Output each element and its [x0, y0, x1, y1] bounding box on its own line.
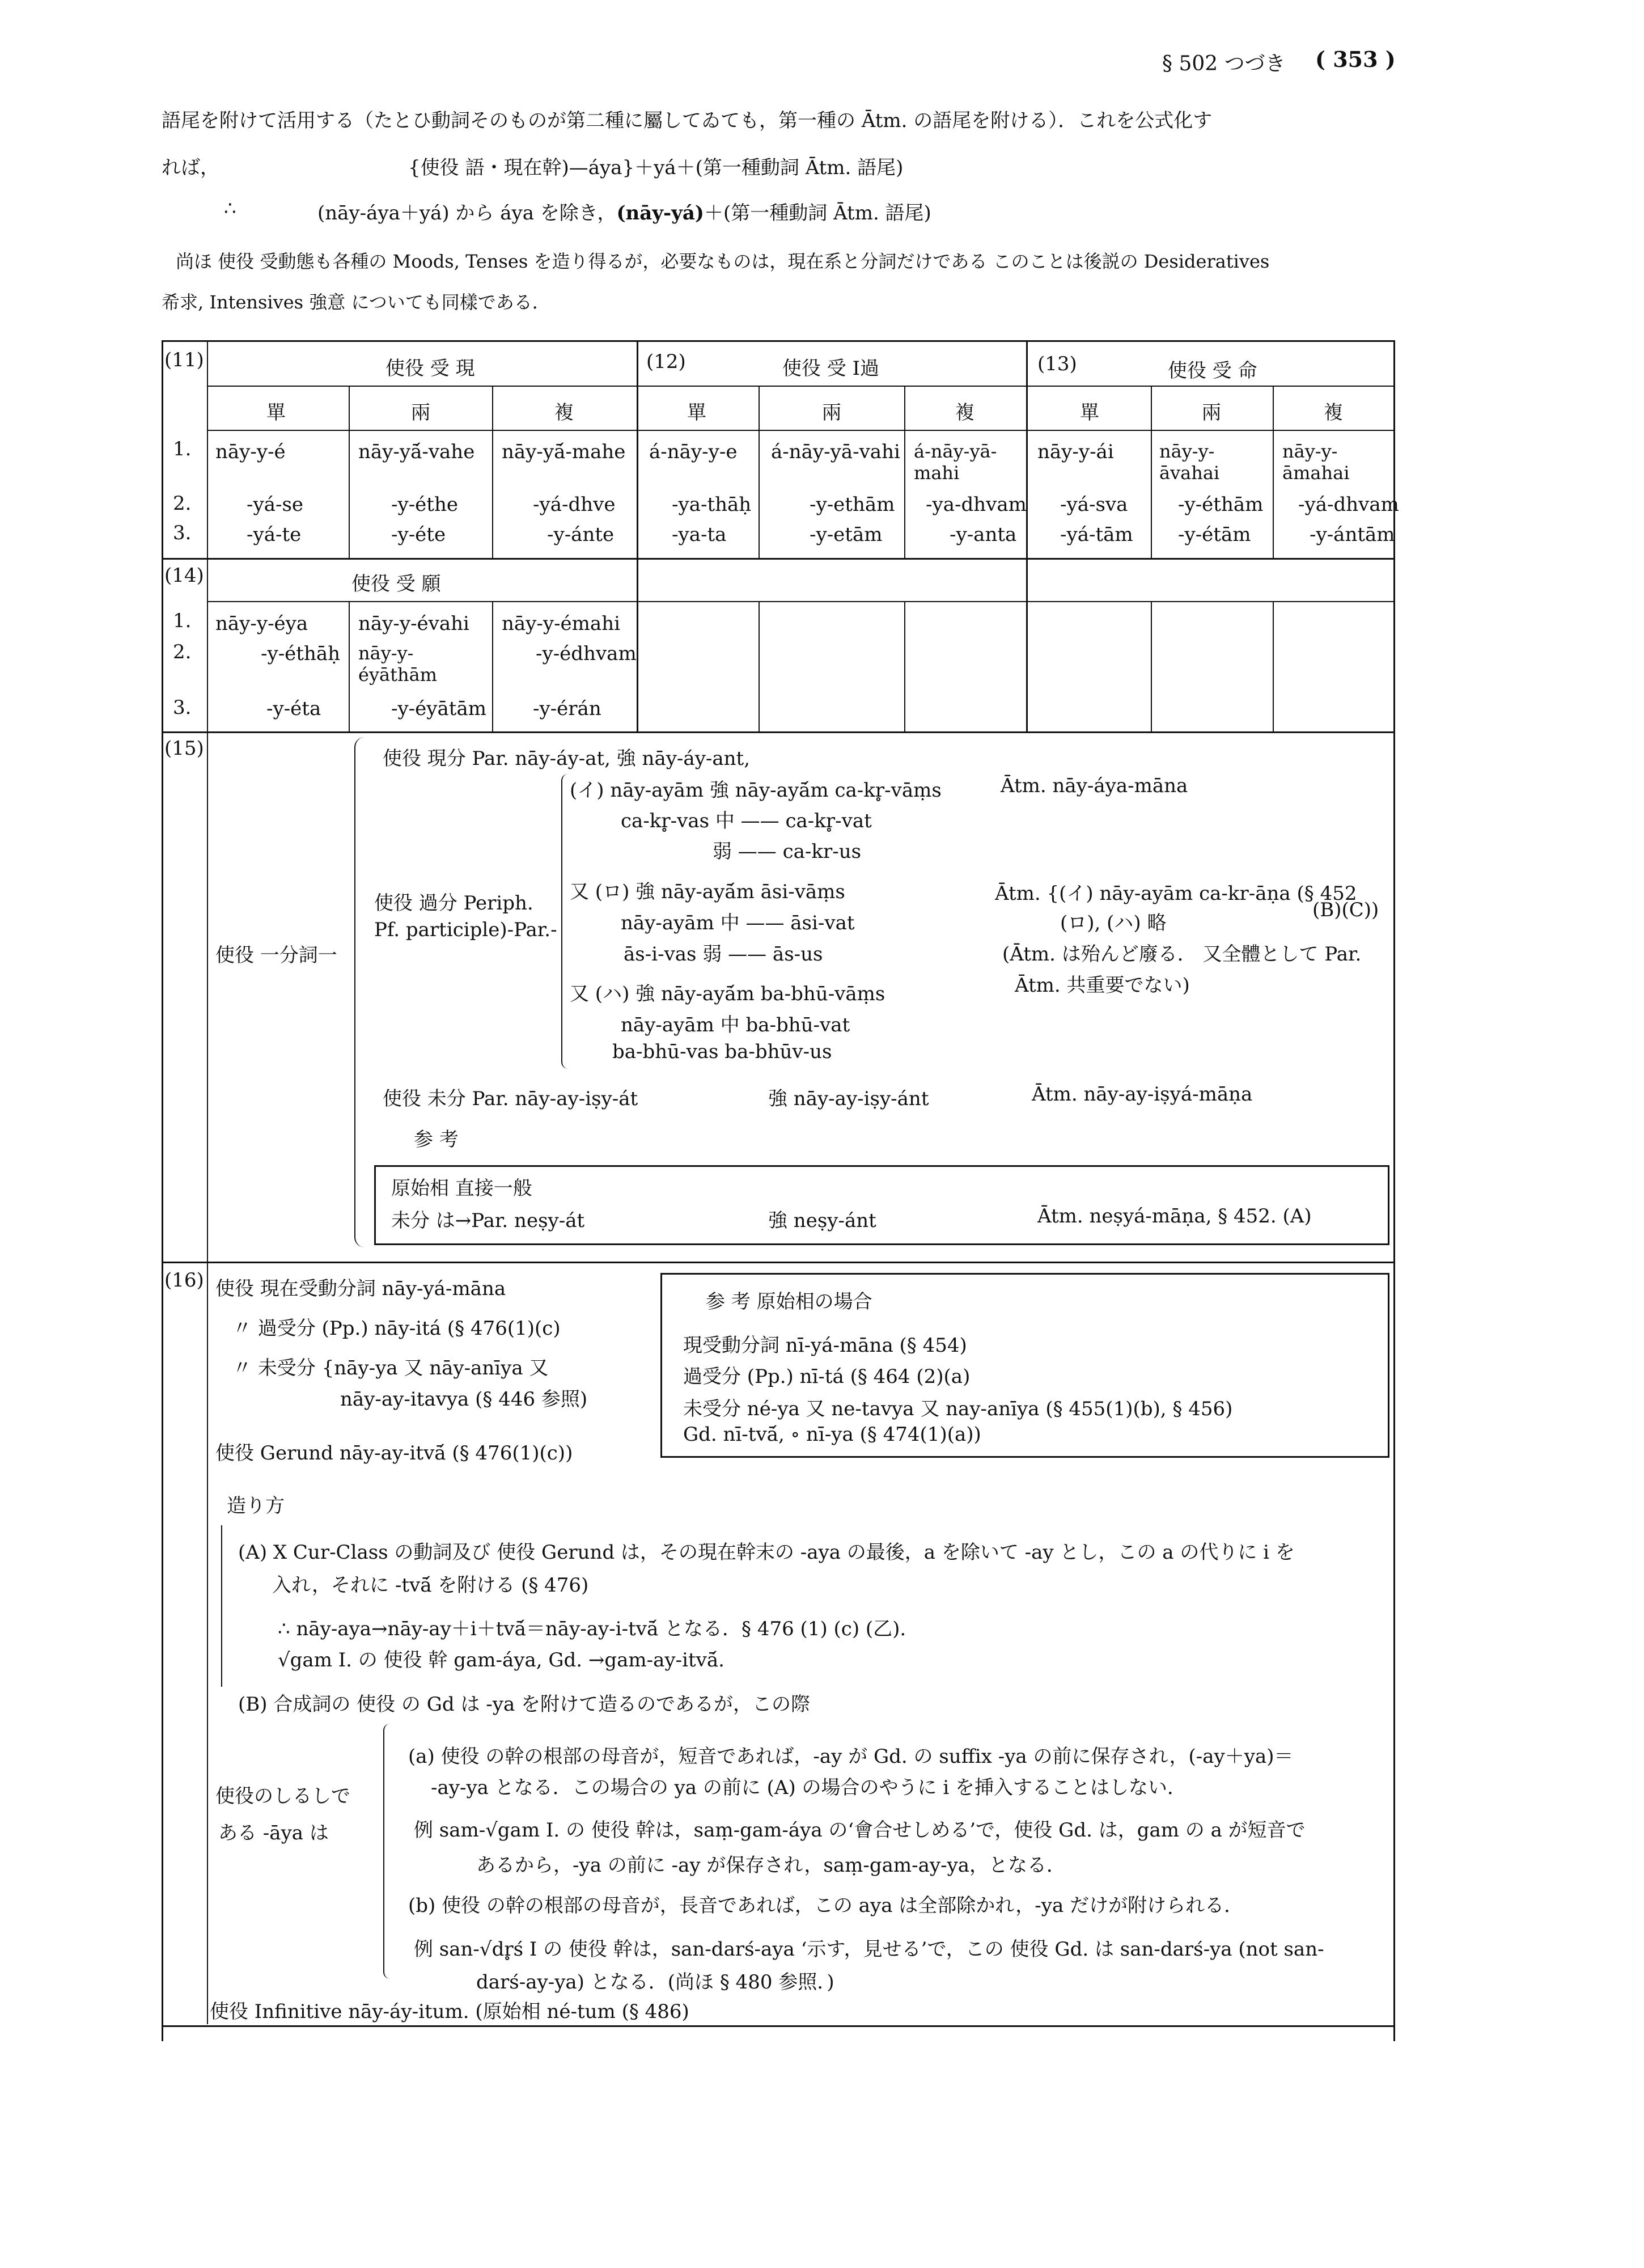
table-rule: [207, 601, 1393, 602]
col-divider: [1151, 386, 1152, 558]
box-line: 過受分 (Pp.) nī-tá (§ 464 (2)(a): [683, 1365, 971, 1388]
col-divider: [492, 601, 493, 731]
form-cell: -yá-sva: [1060, 493, 1128, 516]
rule-a: 入れ，それに -tvā́ を附ける (§ 476): [272, 1574, 589, 1597]
col-divider: [904, 601, 905, 731]
rule-b-b: (b) 使役 の幹の根部の母音が，長音であれば，この aya は全部除かれ，-ya だけが附けられる．: [408, 1894, 1244, 1917]
section-title: 使役 受 願: [351, 573, 441, 595]
col-divider: [349, 601, 350, 731]
example-line: darś-ay-ya) となる．(尚ほ § 480 参照．): [476, 1971, 834, 1994]
row-number: 1.: [173, 438, 192, 460]
table-rule: [162, 558, 1395, 560]
section-number: (15): [164, 737, 204, 760]
section-header: § 502 つづき: [1162, 52, 1286, 75]
form-cell: -y-éyātām: [391, 697, 486, 720]
form-cell: -ya-ta: [672, 523, 727, 546]
form-cell: -y-éthāḥ: [261, 642, 341, 665]
infinitive-line: 使役 Infinitive nāy-áy-itum. (原始相 né-tum (§ 486): [210, 2000, 689, 2023]
row-number: 2.: [173, 492, 192, 515]
passive-participle: 〃 過受分 (Pp.) nāy-itá (§ 476(1)(c): [232, 1317, 561, 1340]
col-head: 兩: [822, 401, 841, 424]
table-rule: [207, 386, 1393, 387]
table-rule: [162, 1262, 1395, 1263]
form-cell: nāy-yā́-vahe: [358, 441, 475, 463]
gerund-line: 使役 Gerund nāy-ay-itvā́ (§ 476(1)(c)): [215, 1442, 573, 1465]
col-divider: [1151, 601, 1152, 731]
perfect-form: nāy-ayām 中 —— āsi-vat: [621, 912, 855, 934]
form-cell: -y-éte: [391, 523, 446, 546]
box-line: Gd. nī-tvā́, ∘ nī-ya (§ 474(1)(a)): [683, 1423, 981, 1446]
form-cell: -y-anta: [950, 523, 1017, 546]
participle-label: 使役 一分詞一: [215, 944, 337, 967]
col-head: 複: [1324, 401, 1343, 424]
intro-line: [317, 197, 931, 225]
reference-line: 原始相 直接一般: [391, 1177, 532, 1200]
col-divider: [637, 340, 638, 731]
atm-form: (ロ), (ハ) 略: [1060, 912, 1167, 934]
form-cell: -y-édhvam: [536, 642, 637, 665]
table-right-border: [1393, 340, 1395, 2041]
form-cell: nāy-y-é: [215, 441, 286, 463]
reference-label: 参 考: [414, 1128, 459, 1151]
form-cell: -y-éthe: [391, 493, 458, 516]
form-cell: -yá-dhve: [533, 493, 616, 516]
reference-line: 未分 は→Par. neṣy-át: [391, 1209, 585, 1232]
intro-line: 希求, Intensives 強意 についても同樣である．: [162, 291, 550, 313]
atm-note: Ātm. 共重要でない): [1015, 974, 1190, 997]
atm-form: Ātm. nāy-áya-māna: [1001, 775, 1188, 797]
formula: {使役 語・現在幹)—áya}＋yá＋(第一種動詞 Ātm. 語尾): [408, 156, 904, 179]
section-number: (13): [1037, 353, 1077, 375]
periphrastic-label: Pf. participle)-Par.-: [374, 919, 557, 941]
col-divider: [1026, 340, 1028, 731]
formula-bold: (nāy-yá): [616, 202, 705, 225]
rule-b-brace: [383, 1724, 392, 1979]
num-column-divider: [207, 340, 208, 2024]
col-divider: [1273, 386, 1274, 558]
form-cell: nāy-y-āvahai: [1159, 441, 1220, 484]
rule-b-side: 使役のしるしで: [215, 1785, 350, 1808]
row-number: 1.: [173, 610, 192, 632]
form-cell: -y-etām: [810, 523, 883, 546]
future-participle: Ātm. nāy-ay-iṣyá-māṇa: [1032, 1083, 1253, 1106]
section-title: 使役 受 I過: [782, 357, 880, 380]
intro-line: 尚ほ 使役 受動態も各種の Moods, Tenses を造り得るが，必要なものは，現在系と分詞だけである このことは後説の Desideratives: [176, 251, 1270, 272]
perfect-form: ba-bhū-vas ba-bhūv-us: [612, 1040, 832, 1063]
col-head: 兩: [411, 401, 430, 424]
perfect-form: 又 (ロ) 強 nāy-ayā́m āsi-vāṃs: [570, 881, 845, 903]
col-head: 兩: [1202, 401, 1221, 424]
atm-note: (Ātm. は殆んど廢る． 又全體として Par.: [1002, 943, 1362, 966]
perfect-form: 弱 —— ca-kr-us: [713, 840, 862, 863]
table-top-border: [162, 340, 1395, 342]
col-head: 單: [1080, 401, 1099, 424]
rule-a-example: ∴ nāy-aya→nāy-ay＋i＋tvā́＝nāy-ay-i-tvā́ となる．§ 476 (1) (c) (乙).: [278, 1618, 906, 1640]
participle-brace: [354, 737, 367, 1247]
form-cell: nāy-y-éyāthām: [358, 642, 437, 686]
form-cell: -y-ánte: [547, 523, 615, 546]
section-number: (11): [164, 349, 204, 371]
formation-heading: 造り方: [227, 1495, 285, 1517]
col-head: 單: [266, 401, 286, 424]
form-cell: nāy-y-évahi: [358, 612, 469, 635]
form-cell: -yá-se: [247, 493, 304, 516]
form-cell: -y-éta: [266, 697, 321, 720]
form-cell: -ya-dhvam: [926, 493, 1027, 516]
reference-line: Ātm. neṣyá-māṇa, § 452. (A): [1037, 1205, 1312, 1228]
form-cell: nāy-yā́-mahe: [502, 441, 626, 463]
form-cell: -yá-te: [247, 523, 302, 546]
passive-participle: 使役 現在受動分詞 nāy-yá-māna: [215, 1277, 506, 1300]
perfect-brace: [561, 774, 570, 1069]
future-participle: 使役 未分 Par. nāy-ay-iṣy-át: [383, 1088, 638, 1110]
periphrastic-label: 使役 過分 Periph.: [374, 892, 533, 915]
rule-b-a: -ay-ya となる．この場合の ya の前に (A) の場合のやうに i を挿入することはしない．: [431, 1776, 1187, 1799]
formula-part: (nāy-áya＋yá) から áya を除き，: [317, 202, 617, 225]
col-divider: [904, 386, 905, 558]
form-cell: á-nāy-yā-vahi: [771, 441, 900, 463]
form-cell: -yá-tām: [1060, 523, 1133, 546]
box-title: 参 考 原始相の場合: [706, 1290, 872, 1313]
section-number: (16): [164, 1269, 204, 1292]
row-number: 3.: [173, 696, 192, 719]
form-cell: -y-ethām: [810, 493, 895, 516]
col-divider: [492, 386, 493, 558]
rule-a-example: √gam I. の 使役 幹 gam-áya, Gd. →gam-ay-itvā́.: [278, 1649, 724, 1672]
example-line: あるから，-ya の前に -ay が保存され，saṃ-gam-ay-ya，となる．: [476, 1854, 1066, 1877]
passive-participle: 〃 未受分 {nāy-ya 又 nāy-anīya 又: [232, 1357, 549, 1380]
therefore-symbol: ∴: [224, 197, 236, 220]
rule-b-a: (a) 使役 の幹の根部の母音が，短音であれば，-ay が Gd. の suffix -ya の前に保存され，(-ay＋ya)＝: [408, 1745, 1294, 1768]
perfect-form: nāy-ayām 中 ba-bhū-vat: [621, 1014, 850, 1036]
passive-participle: nāy-ay-itavya (§ 446 参照): [340, 1388, 588, 1411]
formula-part: ＋(第一種動詞 Ātm. 語尾): [704, 202, 931, 225]
form-cell: -y-ántām: [1310, 523, 1395, 546]
col-divider: [1273, 601, 1274, 731]
perfect-form: ca-kr̥-vas 中 —— ca-kr̥-vat: [621, 810, 872, 832]
example-line: 例 san-√dr̥ś I の 使役 幹は，san-darś-aya ‘示す，見せる’で，この 使役 Gd. は san-darś-ya (not san-: [414, 1938, 1324, 1961]
form-cell: nāy-y-āmahai: [1282, 441, 1350, 484]
table-bottom-border: [162, 2025, 1395, 2027]
present-participle: 使役 現分 Par. nāy-áy-at, 強 nāy-áy-ant,: [383, 747, 751, 770]
table-rule: [162, 731, 1395, 733]
form-cell: -y-étām: [1178, 523, 1251, 546]
col-head: 複: [554, 401, 574, 424]
intro-line: れば，: [162, 156, 219, 179]
box-line: 未受分 né-ya 又 ne-tavya 又 nay-anīya (§ 455(1)(b), § 456): [683, 1398, 1233, 1420]
perfect-form: ās-i-vas 弱 —— ās-us: [624, 943, 823, 966]
rule-b-side: ある -āya は: [218, 1822, 329, 1844]
table-left-border: [162, 340, 163, 2041]
form-cell: nāy-y-éya: [215, 612, 308, 635]
perfect-form: 又 (ハ) 強 nāy-ayā́m ba-bhū-vāṃs: [570, 983, 885, 1005]
table-rule: [207, 430, 1393, 431]
col-head: 單: [687, 401, 706, 424]
atm-form: Ātm. {(イ) nāy-ayām ca-kr-āṇa (§ 452: [995, 882, 1357, 905]
rule-a: (A) X Cur-Class の動詞及び 使役 Gerund は，その現在幹末の -aya の最後，a を除いて -ay とし，この a の代りに i を: [238, 1541, 1295, 1564]
col-divider: [759, 386, 760, 558]
perfect-form: (イ) nāy-ayām 強 nāy-ayā́m ca-kr̥-vāṃs: [570, 779, 942, 802]
page-number: ( 353 ): [1315, 46, 1396, 72]
future-participle: 強 nāy-ay-iṣy-ánt: [768, 1088, 929, 1110]
form-cell: -yá-dhvam: [1298, 493, 1399, 516]
rule-b: (B) 合成詞の 使役 の Gd は -ya を附けて造るのであるが，この際: [238, 1693, 811, 1716]
col-divider: [349, 386, 350, 558]
section-title: 使役 受 現: [385, 357, 475, 380]
form-cell: -y-éthām: [1178, 493, 1264, 516]
reference-line: 強 neṣy-ánt: [768, 1209, 876, 1232]
box-line: 現受動分詞 nī-yá-māna (§ 454): [683, 1334, 967, 1357]
col-head: 複: [955, 401, 974, 424]
row-number: 3.: [173, 522, 192, 544]
form-cell: nāy-y-ái: [1037, 441, 1114, 463]
formation-bracket: [221, 1525, 228, 1687]
section-number: (12): [646, 350, 686, 373]
example-line: 例 sam-√gam I. の 使役 幹は，saṃ-gam-áya の‘會合せしめる’で，使役 Gd. は，gam の a が短音で: [414, 1819, 1306, 1842]
col-divider: [759, 601, 760, 731]
row-number: 2.: [173, 641, 192, 663]
form-cell: á-nāy-yā-mahi: [914, 441, 997, 484]
form-cell: -ya-thāḥ: [672, 493, 752, 516]
form-cell: -y-érán: [533, 697, 601, 720]
section-title: 使役 受 命: [1168, 359, 1257, 382]
form-cell: á-nāy-y-e: [649, 441, 738, 463]
atm-form: (B)(C)): [1312, 899, 1379, 921]
intro-line: 語尾を附けて活用する（たとひ動詞そのものが第二種に屬してゐても，第一種の Ātm. の語尾を附ける）．これを公式化す: [162, 109, 1213, 132]
form-cell: nāy-y-émahi: [502, 612, 620, 635]
section-number: (14): [164, 564, 204, 587]
